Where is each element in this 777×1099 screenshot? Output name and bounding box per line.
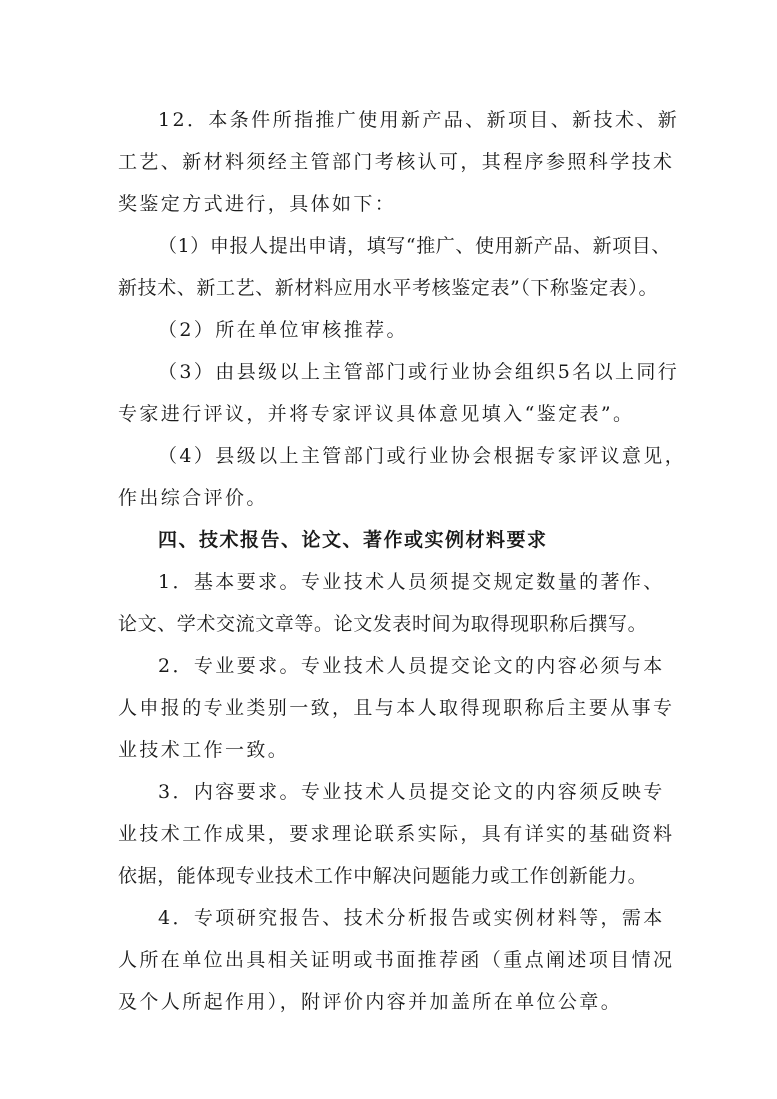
req-4-line-1: 4．专项研究报告、技术分析报告或实例材料等，需本 (158, 907, 665, 929)
item-4-line-1: （4）县级以上主管部门或行业协会根据专家评议意见， (158, 445, 687, 467)
item-3-line-2: 专家进行评议，并将专家评议具体意见填入“鉴定表”。 (118, 403, 635, 425)
item-4-line-2: 作出综合评价。 (118, 487, 268, 509)
item-1-line-1: （1）申报人提出申请，填写“推广、使用新产品、新项目、 (158, 235, 672, 257)
item-1-line-2: 新技术、新工艺、新材料应用水平考核鉴定表”（下称鉴定表）。 (118, 277, 659, 299)
req-2-line-1: 2．专业要求。专业技术人员提交论文的内容必须与本 (158, 655, 665, 677)
req-3-line-1: 3．内容要求。专业技术人员提交论文的内容须反映专 (158, 781, 665, 803)
req-4-line-3: 及个人所起作用），附评价内容并加盖所在单位公章。 (118, 991, 623, 1013)
item-3-line-1: （3）由县级以上主管部门或行业协会组织5名以上同行 (158, 361, 680, 383)
req-2-line-3: 业技术工作一致。 (118, 739, 290, 761)
req-4-line-2: 人所在单位出具相关证明或书面推荐函（重点阐述项目情况 (118, 949, 675, 971)
paragraph-12-line-2: 工艺、新材料须经主管部门考核认可，其程序参照科学技术 (118, 151, 675, 173)
req-1-line-2: 论文、学术交流文章等。论文发表时间为取得现职称后撰写。 (118, 613, 648, 635)
section-4-heading: 四、技术报告、论文、著作或实例材料要求 (158, 529, 548, 551)
req-1-line-1: 1．基本要求。专业技术人员须提交规定数量的著作、 (158, 571, 665, 593)
req-2-line-2: 人申报的专业类别一致，且与本人取得现职称后主要从事专 (118, 697, 675, 719)
req-3-line-2: 业技术工作成果，要求理论联系实际，具有详实的基础资料 (118, 823, 675, 845)
req-3-line-3: 依据，能体现专业技术工作中解决问题能力或工作创新能力。 (118, 865, 648, 887)
paragraph-12-line-3: 奖鉴定方式进行，具体如下： (118, 193, 397, 215)
paragraph-12-line-1: 12．本条件所指推广使用新产品、新项目、新技术、新 (158, 109, 680, 131)
item-2-line-1: （2）所在单位审核推荐。 (158, 319, 408, 341)
